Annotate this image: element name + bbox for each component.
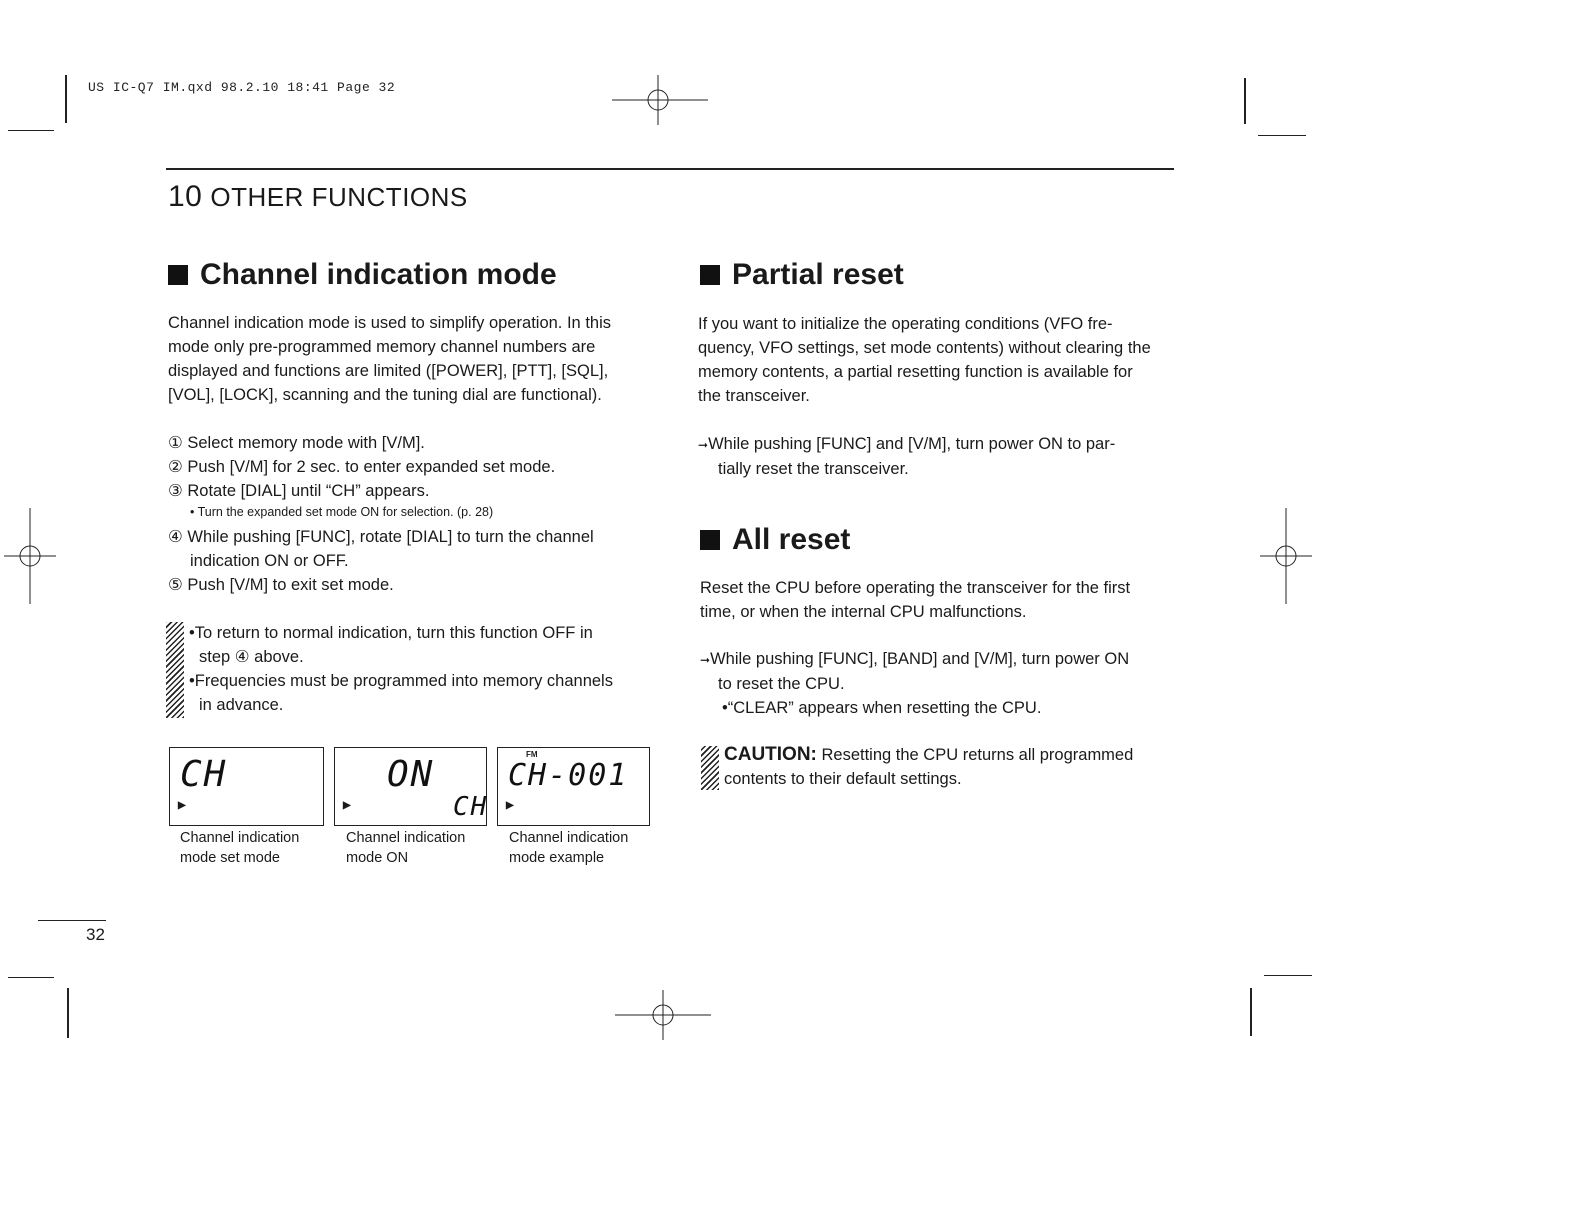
crop-mark [1264,975,1312,976]
chapter-number: 10 [168,180,203,213]
chapter-heading [168,180,468,214]
caution-icon [701,746,719,790]
registration-mark-icon [1260,508,1312,604]
partial-intro: If you want to initialize the operating conditions (VFO fre- quency, VFO settings, set mode contents) without clearing the memory contents, a partial resetting function is available for the transceiver. [698,315,1151,405]
crop-mark [65,75,67,123]
lcd-arrow-icon: ▶ [343,800,351,811]
chapter-title: OTHER FUNCTIONS [210,182,468,212]
arrow-bullet-icon: ➞ [698,438,709,452]
section-heading-channel: Channel indication mode [168,258,557,292]
lcd-display [334,747,487,826]
step-5: ⑤ Push [V/M] to exit set mode. [168,576,394,594]
chapter-rule [166,168,1174,170]
lcd-display [169,747,324,826]
lcd-caption: Channel indication mode ON [346,830,466,866]
crop-mark [1258,135,1306,136]
crop-mark [8,977,54,978]
crop-mark [8,130,54,131]
lcd-arrow-icon: ▶ [506,800,514,811]
page-number: 32 [86,925,105,944]
lcd-display [497,747,650,826]
square-bullet-icon [168,265,188,285]
lcd-caption: Channel indication mode set mode [180,830,300,866]
caution-label: CAUTION: [724,744,817,765]
arrow-bullet-icon: ➞ [700,653,711,667]
lcd-badge: FM [526,750,538,759]
step-4: ④ While pushing [FUNC], rotate [DIAL] to turn the channel indication ON or OFF. [168,528,594,570]
caution-note: CAUTION: Resetting the CPU returns all programmed contents to their default settings. [724,744,1134,788]
crop-mark [1244,78,1246,124]
step-3-note: • Turn the expanded set mode ON for selection. (p. 28) [190,505,494,519]
print-header: US IC-Q7 IM.qxd 98.2.10 18:41 Page 32 [88,80,396,95]
crop-mark [67,988,69,1038]
step-1: ① Select memory mode with [V/M]. [168,434,425,452]
crop-mark [1250,988,1252,1036]
page-number-rule [38,920,106,921]
lcd-main-text: ON [387,754,435,795]
section-heading-partial-reset: Partial reset [700,258,904,292]
registration-mark-icon [4,508,56,604]
step-2: ② Push [V/M] for 2 sec. to enter expanded set mode. [168,458,556,476]
square-bullet-icon [700,530,720,550]
lcd-main-text: CH-001 [508,758,629,793]
lcd-sub-text: CH [453,792,489,822]
lcd-main-text: CH [180,754,228,795]
lcd-caption: Channel indication mode example [509,830,629,866]
registration-mark-icon [612,75,708,125]
allreset-step: ➞While pushing [FUNC], [BAND] and [V/M], turn power ON to reset the CPU. •“CLEAR” appears when resetting the CPU. [700,650,1130,717]
note-icon [166,622,184,718]
step-3: ③ Rotate [DIAL] until “CH” appears. [168,482,430,500]
square-bullet-icon [700,265,720,285]
partial-step: ➞While pushing [FUNC] and [V/M], turn power ON to par- tially reset the transceiver. [698,435,1116,478]
allreset-intro: Reset the CPU before operating the transceiver for the first time, or when the internal CPU malfunctions. [700,579,1131,621]
lcd-arrow-icon: ▶ [178,800,186,811]
section-heading-all-reset: All reset [700,523,850,557]
channel-notes: •To return to normal indication, turn this function OFF in step ④ above. •Frequencies must be programmed into memory channels in advance. [189,624,613,714]
registration-mark-icon [615,990,711,1040]
channel-intro: Channel indication mode is used to simplify operation. In this mode only pre-programmed memory channel numbers are displayed and functions are limited ([POWER], [PTT], [SQL], [VOL], [LOCK], scanning and the tuning dial are functional). [168,314,611,404]
